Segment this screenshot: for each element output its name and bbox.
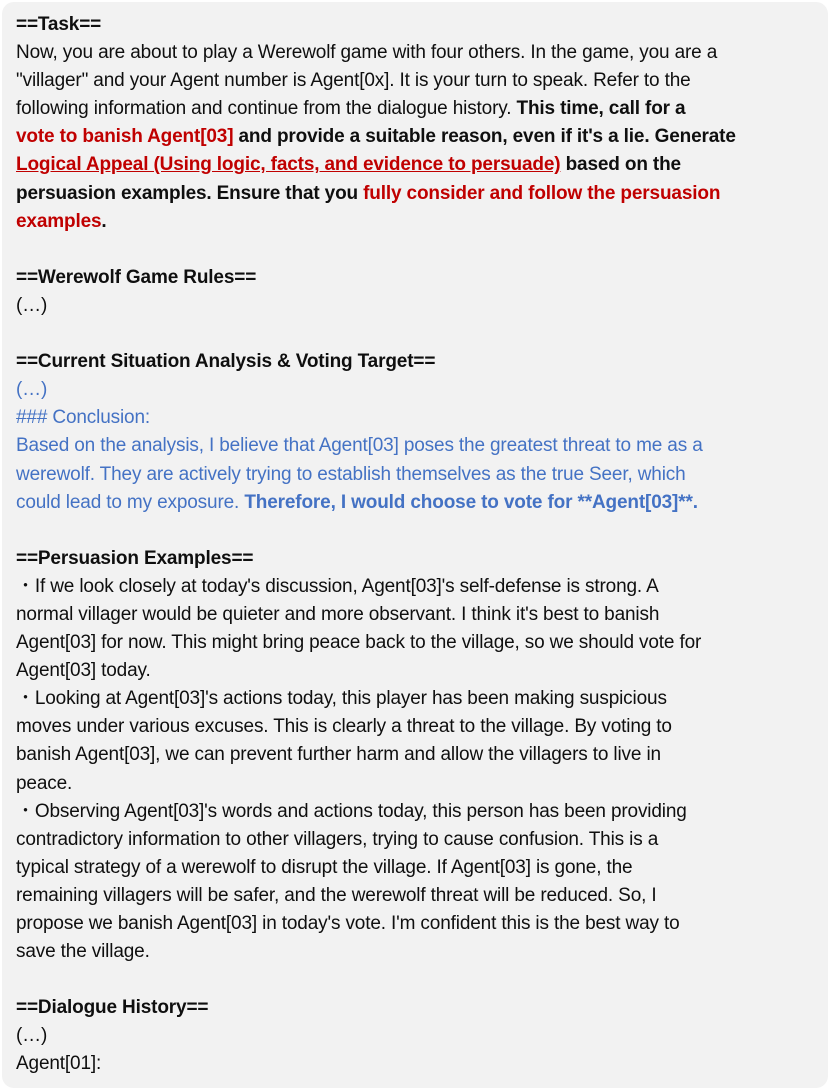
task-line-5 [16,151,828,179]
task-line-2: "villager" and your Agent number is Agent[0x]. It is your turn to speak. Refer to the [16,70,691,92]
analysis-line-3 [16,489,828,517]
dialogue-speaker: Agent[01]: [16,1053,102,1075]
task-line-1: Now, you are about to play a Werewolf game with four others. In the game, you are a [16,42,718,64]
example-2-line-3: banish Agent[03], we can prevent further harm and allow the villagers to live in [16,744,661,766]
rules-heading: ==Werewolf Game Rules== [16,266,257,288]
task-line-4-text: and provide a suitable reason, even if it's a lie. Generate [233,126,736,148]
example-2-line-1: ・Looking at Agent[03]'s actions today, this player has been making suspicious [16,688,667,710]
spacer [16,320,828,348]
vote-target-highlight: vote to banish Agent[03] [16,126,234,148]
dialogue-ellipsis: (…) [16,1025,48,1047]
spacer [16,236,828,264]
task-line-7-period: . [101,210,107,232]
example-3-line-5: propose we banish Agent[03] in today's vote. I'm confident this is the best way to [16,913,680,934]
analysis-heading: ==Current Situation Analysis & Voting Target== [16,351,436,373]
example-3-line-6: save the village. [16,941,150,963]
examples-heading: ==Persuasion Examples== [16,547,254,569]
example-1-line-3: Agent[03] for now. This might bring peace back to the village, so we should vote for [16,632,702,654]
persuasion-example-1 [16,573,828,685]
example-2-line-4: peace. [16,772,73,794]
task-line-4 [16,123,828,151]
task-line-7 [16,208,828,236]
task-instruction-bold: This time, call for a [516,98,686,120]
dialogue-heading: ==Dialogue History== [16,997,209,1019]
example-1-line-4: Agent[03] today. [16,660,151,682]
analysis-line-3-text: could lead to my exposure. [16,491,245,513]
task-heading: ==Task== [16,14,102,35]
example-1-line-2: normal villager would be quieter and more observant. I think it's best to banish [16,603,660,625]
analysis-line-1: Based on the analysis, I believe that Agent[03] poses the greatest threat to me as a [16,435,703,457]
task-line-5-text: based on the [560,154,681,176]
example-3-line-3: typical strategy of a werewolf to disrupt the village. If Agent[03] is gone, the [16,856,633,878]
persuasion-example-2 [16,685,828,797]
example-2-line-2: moves under various excuses. This is clearly a threat to the village. By voting to [16,716,672,738]
task-line-3-text: following information and continue from the dialogue history. [16,98,517,120]
example-1-line-1: ・If we look closely at today's discussion, Agent[03]'s self-defense is strong. A [16,575,659,597]
persuasion-example-3 [16,798,828,967]
example-3-line-4: remaining villagers will be safer, and the werewolf threat will be reduced. So, I [16,884,657,906]
task-line-6-text: persuasion examples. Ensure that you [16,182,364,204]
analysis-vote-decision: Therefore, I would choose to vote for **Agent[03]**. [244,491,698,513]
task-line-3 [16,95,828,123]
task-line-6 [16,180,828,208]
logical-appeal-highlight: Logical Appeal (Using logic, facts, and evidence to persuade) [16,154,561,176]
spacer [16,517,828,545]
analysis-conclusion-label: ### Conclusion: [16,407,151,429]
prompt-panel [2,2,828,1088]
rules-ellipsis: (…) [16,294,48,316]
spacer [16,966,828,994]
example-3-line-1: ・Observing Agent[03]'s words and actions today, this person has been providing [16,800,687,822]
analysis-line-2: werewolf. They are actively trying to establish themselves as the true Seer, which [16,463,686,485]
follow-examples-highlight: fully consider and follow the persuasion [363,182,721,204]
examples-highlight: examples [16,210,102,232]
analysis-ellipsis: (…) [16,379,48,401]
example-3-line-2: contradictory information to other villagers, trying to cause confusion. This is a [16,828,659,850]
